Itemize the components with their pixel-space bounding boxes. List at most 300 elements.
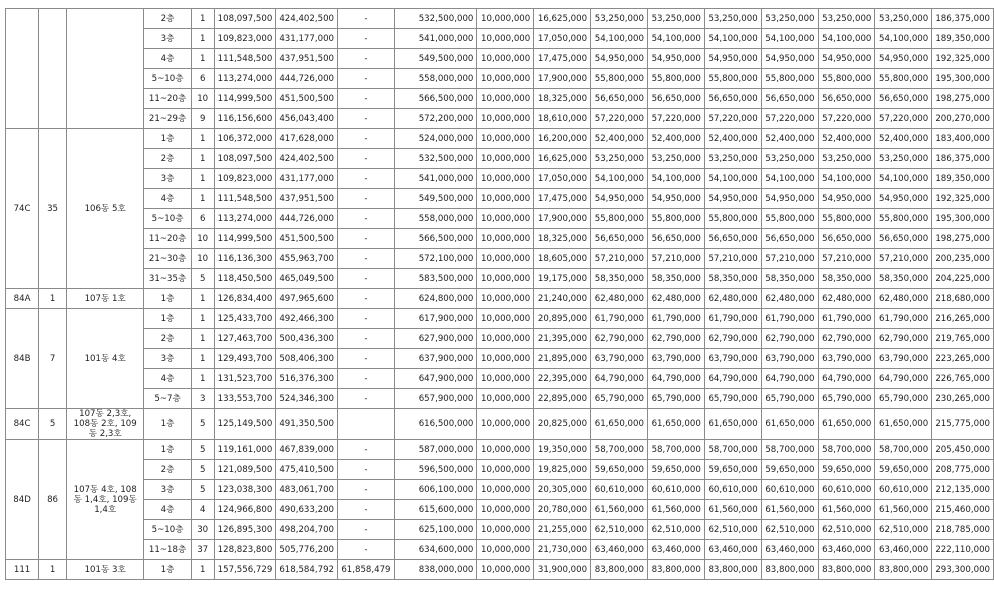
- amount-cell: 52,400,000: [761, 129, 818, 149]
- floor-cell: 5~7층: [144, 389, 191, 409]
- floor-cell: 1층: [144, 560, 191, 580]
- amount-cell: 83,800,000: [818, 560, 875, 580]
- amount-cell: 19,350,000: [534, 440, 591, 460]
- extension-cost-cell: -: [338, 249, 395, 269]
- amount-cell: 59,650,000: [761, 460, 818, 480]
- amount-cell: 57,210,000: [704, 249, 761, 269]
- floor-unit-count-cell: 5: [191, 440, 214, 460]
- amount-cell: 424,402,500: [276, 149, 338, 169]
- amount-cell: 57,210,000: [875, 249, 932, 269]
- floor-unit-count-cell: 1: [191, 9, 214, 29]
- amount-cell: 83,800,000: [875, 560, 932, 580]
- amount-cell: 59,650,000: [704, 460, 761, 480]
- amount-cell: 204,225,000: [932, 269, 994, 289]
- floor-cell: 21~30층: [144, 249, 191, 269]
- amount-cell: 55,800,000: [818, 69, 875, 89]
- amount-cell: 10,000,000: [477, 329, 534, 349]
- amount-cell: 59,650,000: [818, 460, 875, 480]
- amount-cell: 123,038,300: [214, 480, 276, 500]
- amount-cell: 52,400,000: [875, 129, 932, 149]
- unit-count-cell: 1: [39, 560, 67, 580]
- amount-cell: 62,480,000: [875, 289, 932, 309]
- amount-cell: 508,406,300: [276, 349, 338, 369]
- amount-cell: 657,900,000: [394, 389, 477, 409]
- amount-cell: 20,895,000: [534, 309, 591, 329]
- amount-cell: 54,100,000: [818, 29, 875, 49]
- price-table-body: [6, 9, 994, 580]
- table-row: [6, 109, 994, 129]
- amount-cell: 118,450,500: [214, 269, 276, 289]
- amount-cell: 60,610,000: [704, 480, 761, 500]
- amount-cell: 61,790,000: [875, 309, 932, 329]
- amount-cell: 606,100,000: [394, 480, 477, 500]
- floor-unit-count-cell: 1: [191, 29, 214, 49]
- floor-cell: 31~35층: [144, 269, 191, 289]
- amount-cell: 189,350,000: [932, 169, 994, 189]
- amount-cell: 62,480,000: [647, 289, 704, 309]
- amount-cell: 451,500,500: [276, 229, 338, 249]
- floor-cell: 4층: [144, 189, 191, 209]
- amount-cell: 64,790,000: [818, 369, 875, 389]
- amount-cell: 637,900,000: [394, 349, 477, 369]
- floor-cell: 1층: [144, 440, 191, 460]
- amount-cell: 437,951,500: [276, 49, 338, 69]
- amount-cell: 125,149,500: [214, 409, 276, 440]
- amount-cell: 54,100,000: [647, 29, 704, 49]
- amount-cell: 490,633,200: [276, 500, 338, 520]
- amount-cell: 62,790,000: [647, 329, 704, 349]
- amount-cell: 55,800,000: [704, 209, 761, 229]
- amount-cell: 111,548,500: [214, 49, 276, 69]
- unit-count-cell: 7: [39, 309, 67, 409]
- amount-cell: 218,785,000: [932, 520, 994, 540]
- floor-cell: 3층: [144, 169, 191, 189]
- floor-cell: 5~10층: [144, 69, 191, 89]
- amount-cell: 53,250,000: [761, 9, 818, 29]
- amount-cell: 16,200,000: [534, 129, 591, 149]
- amount-cell: 10,000,000: [477, 29, 534, 49]
- amount-cell: 55,800,000: [761, 69, 818, 89]
- floor-cell: 21~29층: [144, 109, 191, 129]
- amount-cell: 65,790,000: [647, 389, 704, 409]
- amount-cell: 62,510,000: [818, 520, 875, 540]
- amount-cell: 54,950,000: [818, 49, 875, 69]
- amount-cell: 17,475,000: [534, 49, 591, 69]
- amount-cell: 61,650,000: [647, 409, 704, 440]
- amount-cell: 53,250,000: [875, 9, 932, 29]
- amount-cell: 31,900,000: [534, 560, 591, 580]
- amount-cell: 61,650,000: [704, 409, 761, 440]
- amount-cell: 121,089,500: [214, 460, 276, 480]
- amount-cell: 22,895,000: [534, 389, 591, 409]
- amount-cell: 293,300,000: [932, 560, 994, 580]
- amount-cell: 57,220,000: [591, 109, 648, 129]
- amount-cell: 53,250,000: [704, 9, 761, 29]
- amount-cell: 54,950,000: [761, 49, 818, 69]
- amount-cell: 10,000,000: [477, 129, 534, 149]
- dong-ho-cell: [67, 9, 144, 129]
- amount-cell: 53,250,000: [647, 9, 704, 29]
- amount-cell: 10,000,000: [477, 269, 534, 289]
- floor-unit-count-cell: 37: [191, 540, 214, 560]
- amount-cell: 61,560,000: [875, 500, 932, 520]
- amount-cell: 55,800,000: [875, 69, 932, 89]
- amount-cell: 212,135,000: [932, 480, 994, 500]
- amount-cell: 10,000,000: [477, 480, 534, 500]
- extension-cost-cell: -: [338, 329, 395, 349]
- amount-cell: 18,605,000: [534, 249, 591, 269]
- amount-cell: 10,000,000: [477, 89, 534, 109]
- amount-cell: 56,650,000: [761, 229, 818, 249]
- amount-cell: 456,043,400: [276, 109, 338, 129]
- floor-cell: 5~10층: [144, 209, 191, 229]
- extension-cost-cell: -: [338, 389, 395, 409]
- amount-cell: 114,999,500: [214, 229, 276, 249]
- extension-cost-cell: -: [338, 309, 395, 329]
- extension-cost-cell: -: [338, 29, 395, 49]
- amount-cell: 61,560,000: [591, 500, 648, 520]
- floor-unit-count-cell: 1: [191, 169, 214, 189]
- amount-cell: 62,480,000: [761, 289, 818, 309]
- amount-cell: 55,800,000: [818, 209, 875, 229]
- amount-cell: 54,950,000: [761, 189, 818, 209]
- amount-cell: 53,250,000: [875, 149, 932, 169]
- extension-cost-cell: -: [338, 89, 395, 109]
- amount-cell: 53,250,000: [647, 149, 704, 169]
- amount-cell: 222,110,000: [932, 540, 994, 560]
- amount-cell: 58,350,000: [818, 269, 875, 289]
- amount-cell: 126,834,400: [214, 289, 276, 309]
- amount-cell: 62,790,000: [875, 329, 932, 349]
- amount-cell: 61,560,000: [704, 500, 761, 520]
- unit-type-cell: 84C: [6, 409, 39, 440]
- amount-cell: 114,999,500: [214, 89, 276, 109]
- amount-cell: 64,790,000: [704, 369, 761, 389]
- amount-cell: 60,610,000: [818, 480, 875, 500]
- floor-unit-count-cell: 1: [191, 289, 214, 309]
- floor-unit-count-cell: 6: [191, 69, 214, 89]
- amount-cell: 55,800,000: [647, 209, 704, 229]
- amount-cell: 62,480,000: [818, 289, 875, 309]
- table-row: [6, 289, 994, 309]
- extension-cost-cell: -: [338, 69, 395, 89]
- amount-cell: 566,500,000: [394, 89, 477, 109]
- table-row: [6, 169, 994, 189]
- amount-cell: 133,553,700: [214, 389, 276, 409]
- amount-cell: 558,000,000: [394, 209, 477, 229]
- amount-cell: 61,650,000: [761, 409, 818, 440]
- amount-cell: 20,305,000: [534, 480, 591, 500]
- amount-cell: 129,493,700: [214, 349, 276, 369]
- amount-cell: 63,790,000: [875, 349, 932, 369]
- amount-cell: 52,400,000: [591, 129, 648, 149]
- dong-ho-cell: 101동 4호: [67, 309, 144, 409]
- amount-cell: 10,000,000: [477, 369, 534, 389]
- amount-cell: 65,790,000: [591, 389, 648, 409]
- amount-cell: 587,000,000: [394, 440, 477, 460]
- amount-cell: 83,800,000: [704, 560, 761, 580]
- amount-cell: 126,895,300: [214, 520, 276, 540]
- floor-cell: 3층: [144, 480, 191, 500]
- amount-cell: 497,965,600: [276, 289, 338, 309]
- floor-unit-count-cell: 10: [191, 229, 214, 249]
- amount-cell: 492,466,300: [276, 309, 338, 329]
- amount-cell: 198,275,000: [932, 89, 994, 109]
- amount-cell: 22,395,000: [534, 369, 591, 389]
- amount-cell: 198,275,000: [932, 229, 994, 249]
- floor-unit-count-cell: 5: [191, 269, 214, 289]
- amount-cell: 451,500,500: [276, 89, 338, 109]
- amount-cell: 60,610,000: [647, 480, 704, 500]
- amount-cell: 61,790,000: [818, 309, 875, 329]
- amount-cell: 65,790,000: [704, 389, 761, 409]
- amount-cell: 63,790,000: [591, 349, 648, 369]
- amount-cell: 10,000,000: [477, 149, 534, 169]
- table-row: [6, 49, 994, 69]
- floor-unit-count-cell: 1: [191, 329, 214, 349]
- amount-cell: 56,650,000: [647, 89, 704, 109]
- table-row: [6, 349, 994, 369]
- extension-cost-cell: -: [338, 169, 395, 189]
- floor-cell: 1층: [144, 409, 191, 440]
- amount-cell: 59,650,000: [647, 460, 704, 480]
- amount-cell: 54,100,000: [704, 169, 761, 189]
- amount-cell: 63,460,000: [875, 540, 932, 560]
- amount-cell: 54,950,000: [647, 189, 704, 209]
- amount-cell: 62,510,000: [761, 520, 818, 540]
- extension-cost-cell: -: [338, 500, 395, 520]
- amount-cell: 192,325,000: [932, 189, 994, 209]
- amount-cell: 52,400,000: [818, 129, 875, 149]
- amount-cell: 572,100,000: [394, 249, 477, 269]
- amount-cell: 57,220,000: [647, 109, 704, 129]
- amount-cell: 634,600,000: [394, 540, 477, 560]
- amount-cell: 21,240,000: [534, 289, 591, 309]
- amount-cell: 21,730,000: [534, 540, 591, 560]
- amount-cell: 19,825,000: [534, 460, 591, 480]
- amount-cell: 58,700,000: [647, 440, 704, 460]
- amount-cell: 10,000,000: [477, 229, 534, 249]
- amount-cell: 55,800,000: [591, 69, 648, 89]
- amount-cell: 524,000,000: [394, 129, 477, 149]
- amount-cell: 10,000,000: [477, 169, 534, 189]
- amount-cell: 17,050,000: [534, 169, 591, 189]
- amount-cell: 61,650,000: [591, 409, 648, 440]
- amount-cell: 17,900,000: [534, 209, 591, 229]
- amount-cell: 437,951,500: [276, 189, 338, 209]
- amount-cell: 57,210,000: [818, 249, 875, 269]
- amount-cell: 62,510,000: [875, 520, 932, 540]
- amount-cell: 109,823,000: [214, 169, 276, 189]
- table-row: [6, 309, 994, 329]
- table-row: [6, 29, 994, 49]
- floor-unit-count-cell: 1: [191, 49, 214, 69]
- floor-cell: 4층: [144, 369, 191, 389]
- floor-cell: 4층: [144, 500, 191, 520]
- extension-cost-cell: [338, 409, 395, 440]
- amount-cell: 83,800,000: [761, 560, 818, 580]
- floor-cell: 3층: [144, 29, 191, 49]
- unit-type-cell: 84B: [6, 309, 39, 409]
- amount-cell: 549,500,000: [394, 49, 477, 69]
- extension-cost-cell: -: [338, 129, 395, 149]
- amount-cell: 61,790,000: [704, 309, 761, 329]
- amount-cell: 58,700,000: [704, 440, 761, 460]
- floor-unit-count-cell: 5: [191, 409, 214, 440]
- amount-cell: 56,650,000: [591, 229, 648, 249]
- amount-cell: 53,250,000: [591, 9, 648, 29]
- amount-cell: 596,500,000: [394, 460, 477, 480]
- amount-cell: 541,000,000: [394, 29, 477, 49]
- amount-cell: 21,255,000: [534, 520, 591, 540]
- amount-cell: 444,726,000: [276, 209, 338, 229]
- unit-type-cell: 111: [6, 560, 39, 580]
- extension-cost-cell: -: [338, 149, 395, 169]
- amount-cell: 124,966,800: [214, 500, 276, 520]
- floor-unit-count-cell: 10: [191, 89, 214, 109]
- floor-cell: 11~20층: [144, 229, 191, 249]
- amount-cell: 21,895,000: [534, 349, 591, 369]
- amount-cell: 62,790,000: [704, 329, 761, 349]
- price-table: [5, 8, 994, 580]
- table-row: [6, 480, 994, 500]
- amount-cell: 53,250,000: [591, 149, 648, 169]
- dong-ho-cell: 107동 2,3호, 108동 2호, 109동 2,3호: [67, 409, 144, 440]
- amount-cell: 10,000,000: [477, 440, 534, 460]
- table-row: [6, 69, 994, 89]
- floor-cell: 2층: [144, 460, 191, 480]
- amount-cell: 10,000,000: [477, 409, 534, 440]
- amount-cell: 16,625,000: [534, 149, 591, 169]
- amount-cell: 455,963,700: [276, 249, 338, 269]
- amount-cell: 63,790,000: [761, 349, 818, 369]
- amount-cell: 83,800,000: [591, 560, 648, 580]
- amount-cell: 56,650,000: [818, 89, 875, 109]
- floor-unit-count-cell: 6: [191, 209, 214, 229]
- amount-cell: 62,510,000: [704, 520, 761, 540]
- amount-cell: 18,325,000: [534, 89, 591, 109]
- amount-cell: 113,274,000: [214, 209, 276, 229]
- floor-unit-count-cell: 1: [191, 149, 214, 169]
- amount-cell: 18,325,000: [534, 229, 591, 249]
- amount-cell: 17,475,000: [534, 189, 591, 209]
- unit-count-cell: [39, 9, 67, 129]
- amount-cell: 55,800,000: [704, 69, 761, 89]
- amount-cell: 627,900,000: [394, 329, 477, 349]
- table-row: [6, 560, 994, 580]
- amount-cell: 54,100,000: [704, 29, 761, 49]
- amount-cell: 61,560,000: [818, 500, 875, 520]
- amount-cell: 10,000,000: [477, 349, 534, 369]
- amount-cell: 186,375,000: [932, 9, 994, 29]
- amount-cell: 20,780,000: [534, 500, 591, 520]
- amount-cell: 54,950,000: [591, 49, 648, 69]
- amount-cell: 52,400,000: [647, 129, 704, 149]
- extension-cost-cell: -: [338, 289, 395, 309]
- table-row: [6, 329, 994, 349]
- amount-cell: 53,250,000: [818, 9, 875, 29]
- extension-cost-cell: -: [338, 269, 395, 289]
- extension-cost-cell: -: [338, 520, 395, 540]
- extension-cost-cell: -: [338, 460, 395, 480]
- amount-cell: 56,650,000: [875, 229, 932, 249]
- floor-unit-count-cell: 1: [191, 189, 214, 209]
- amount-cell: 524,346,300: [276, 389, 338, 409]
- amount-cell: 55,800,000: [875, 209, 932, 229]
- amount-cell: 64,790,000: [591, 369, 648, 389]
- amount-cell: 56,650,000: [761, 89, 818, 109]
- amount-cell: 56,650,000: [875, 89, 932, 109]
- amount-cell: 127,463,700: [214, 329, 276, 349]
- amount-cell: 58,700,000: [591, 440, 648, 460]
- amount-cell: 624,800,000: [394, 289, 477, 309]
- extension-cost-cell: -: [338, 9, 395, 29]
- table-row: [6, 540, 994, 560]
- extension-cost-cell: -: [338, 540, 395, 560]
- amount-cell: 131,523,700: [214, 369, 276, 389]
- amount-cell: 58,350,000: [647, 269, 704, 289]
- amount-cell: 186,375,000: [932, 149, 994, 169]
- amount-cell: 10,000,000: [477, 520, 534, 540]
- amount-cell: 116,136,300: [214, 249, 276, 269]
- amount-cell: 59,650,000: [875, 460, 932, 480]
- table-row: [6, 389, 994, 409]
- amount-cell: 109,823,000: [214, 29, 276, 49]
- amount-cell: 498,204,700: [276, 520, 338, 540]
- amount-cell: 57,220,000: [704, 109, 761, 129]
- amount-cell: 615,600,000: [394, 500, 477, 520]
- amount-cell: 58,350,000: [591, 269, 648, 289]
- amount-cell: 10,000,000: [477, 289, 534, 309]
- amount-cell: 10,000,000: [477, 460, 534, 480]
- amount-cell: 54,100,000: [875, 169, 932, 189]
- amount-cell: 125,433,700: [214, 309, 276, 329]
- amount-cell: 532,500,000: [394, 149, 477, 169]
- floor-unit-count-cell: 5: [191, 480, 214, 500]
- amount-cell: 189,350,000: [932, 29, 994, 49]
- amount-cell: 157,556,729: [214, 560, 276, 580]
- amount-cell: 625,100,000: [394, 520, 477, 540]
- amount-cell: 16,625,000: [534, 9, 591, 29]
- amount-cell: 10,000,000: [477, 49, 534, 69]
- amount-cell: 63,460,000: [591, 540, 648, 560]
- amount-cell: 54,100,000: [591, 29, 648, 49]
- amount-cell: 54,950,000: [704, 49, 761, 69]
- amount-cell: 10,000,000: [477, 9, 534, 29]
- amount-cell: 113,274,000: [214, 69, 276, 89]
- amount-cell: 58,350,000: [761, 269, 818, 289]
- amount-cell: 64,790,000: [647, 369, 704, 389]
- amount-cell: 617,900,000: [394, 309, 477, 329]
- amount-cell: 647,900,000: [394, 369, 477, 389]
- amount-cell: 838,000,000: [394, 560, 477, 580]
- table-row: [6, 409, 994, 440]
- amount-cell: 57,210,000: [761, 249, 818, 269]
- amount-cell: 218,680,000: [932, 289, 994, 309]
- floor-unit-count-cell: 1: [191, 129, 214, 149]
- amount-cell: 61,790,000: [591, 309, 648, 329]
- table-row: [6, 89, 994, 109]
- amount-cell: 65,790,000: [875, 389, 932, 409]
- amount-cell: 424,402,500: [276, 9, 338, 29]
- extension-cost-cell: 61,858,479: [338, 560, 395, 580]
- amount-cell: 63,460,000: [704, 540, 761, 560]
- amount-cell: 200,235,000: [932, 249, 994, 269]
- unit-count-cell: 86: [39, 440, 67, 560]
- amount-cell: 516,376,300: [276, 369, 338, 389]
- amount-cell: 541,000,000: [394, 169, 477, 189]
- amount-cell: 62,790,000: [761, 329, 818, 349]
